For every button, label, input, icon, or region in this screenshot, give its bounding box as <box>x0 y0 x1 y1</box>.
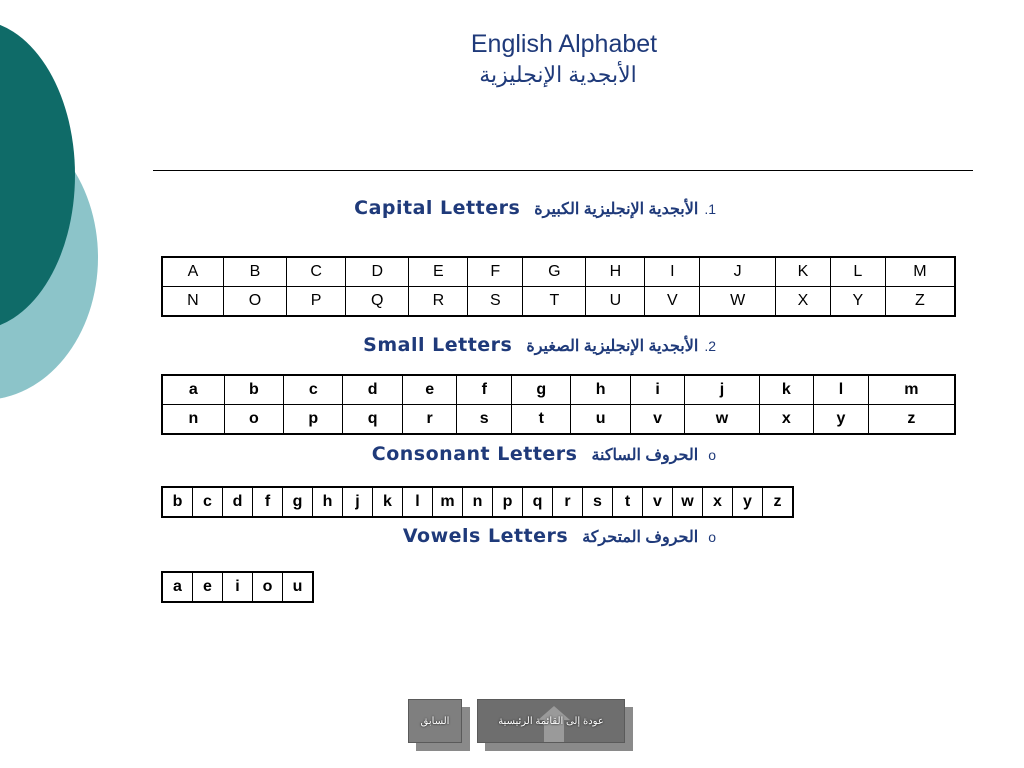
letter-cell: t <box>512 405 571 435</box>
section-label-arabic: الأبجدية الإنجليزية الكبيرة <box>534 201 699 218</box>
letter-cell: l <box>814 375 869 405</box>
letter-cell: e <box>193 572 223 602</box>
letter-cell: q <box>343 405 402 435</box>
table-row <box>162 405 955 435</box>
section-label-arabic: الأبجدية الإنجليزية الصغيرة <box>526 338 699 355</box>
letter-cell: s <box>583 487 613 517</box>
letter-cell: a <box>162 375 224 405</box>
letter-cell: t <box>613 487 643 517</box>
letter-cell: A <box>162 257 223 287</box>
table-row <box>162 257 955 287</box>
letter-cell: D <box>346 257 409 287</box>
letter-cell: I <box>645 257 700 287</box>
letter-cell: f <box>253 487 283 517</box>
letter-cell: k <box>373 487 403 517</box>
letter-cell: w <box>673 487 703 517</box>
letter-cell: j <box>343 487 373 517</box>
letter-cell: Z <box>885 287 955 317</box>
page-title-arabic: الأبجدية الإنجليزية <box>479 62 637 87</box>
letter-cell: J <box>700 257 776 287</box>
section-heading-vowels <box>403 525 716 547</box>
section-heading-small <box>363 334 716 356</box>
letter-cell: d <box>223 487 253 517</box>
letter-cell: R <box>409 287 468 317</box>
letter-cell: y <box>814 405 869 435</box>
letter-cell: z <box>868 405 955 435</box>
letter-cell: d <box>343 375 402 405</box>
letter-cell: l <box>403 487 433 517</box>
main-menu-button-label: عودة إلى القائمة الرئيسية <box>498 715 604 727</box>
letter-cell: e <box>402 375 457 405</box>
letter-cell: x <box>703 487 733 517</box>
table-row <box>162 572 313 602</box>
letter-cell: w <box>685 405 759 435</box>
letter-cell: X <box>776 287 831 317</box>
section-number: .1 <box>704 201 716 217</box>
letter-cell: z <box>763 487 794 517</box>
letter-cell: b <box>162 487 193 517</box>
section-heading-consonant <box>372 443 716 465</box>
letter-cell: o <box>253 572 283 602</box>
main-menu-button[interactable] <box>477 699 633 751</box>
letter-cell: i <box>630 375 685 405</box>
title-divider <box>153 170 973 171</box>
letter-cell: a <box>162 572 193 602</box>
letter-cell: v <box>630 405 685 435</box>
consonant-letters-table <box>161 486 794 518</box>
letter-cell: n <box>162 405 224 435</box>
letter-cell: r <box>553 487 583 517</box>
letter-cell: K <box>776 257 831 287</box>
previous-button-label: السابق <box>420 715 450 727</box>
letter-cell: S <box>468 287 523 317</box>
letter-cell: N <box>162 287 223 317</box>
vowel-letters-table <box>161 571 314 603</box>
letter-cell: Q <box>346 287 409 317</box>
letter-cell: U <box>586 287 645 317</box>
letter-cell: H <box>586 257 645 287</box>
letter-cell: b <box>224 375 283 405</box>
letter-cell: m <box>868 375 955 405</box>
page-title-english: English Alphabet <box>470 30 658 58</box>
letter-cell: j <box>685 375 759 405</box>
letter-cell: q <box>523 487 553 517</box>
letter-cell: G <box>523 257 586 287</box>
previous-button[interactable] <box>408 699 470 751</box>
letter-cell: V <box>645 287 700 317</box>
letter-cell: u <box>283 572 314 602</box>
letter-cell: h <box>313 487 343 517</box>
letter-cell: p <box>284 405 343 435</box>
letter-cell: E <box>409 257 468 287</box>
section-heading-capital <box>354 197 716 219</box>
letter-cell: i <box>223 572 253 602</box>
letter-cell: u <box>571 405 630 435</box>
section-label: Small Letters <box>363 334 513 356</box>
letter-cell: B <box>223 257 286 287</box>
table-row <box>162 375 955 405</box>
letter-cell: g <box>512 375 571 405</box>
section-number: .2 <box>704 338 716 354</box>
section-label: Vowels Letters <box>402 525 569 547</box>
letter-cell: L <box>830 257 885 287</box>
letter-cell: c <box>284 375 343 405</box>
letter-cell: Y <box>830 287 885 317</box>
section-label: Capital Letters <box>354 197 521 219</box>
section-label-arabic: الحروف المتحركة <box>582 529 699 546</box>
letter-cell: r <box>402 405 457 435</box>
letter-cell: o <box>224 405 283 435</box>
letter-cell: T <box>523 287 586 317</box>
section-label: Consonant Letters <box>371 443 578 465</box>
small-letters-table <box>161 374 956 435</box>
bullet-icon: o <box>708 447 716 463</box>
letter-cell: C <box>287 257 346 287</box>
letter-cell: x <box>759 405 814 435</box>
letter-cell: c <box>193 487 223 517</box>
letter-cell: W <box>700 287 776 317</box>
letter-cell: k <box>759 375 814 405</box>
table-row <box>162 487 793 517</box>
letter-cell: h <box>571 375 630 405</box>
letter-cell: P <box>287 287 346 317</box>
letter-cell: v <box>643 487 673 517</box>
letter-cell: M <box>885 257 955 287</box>
table-row <box>162 287 955 317</box>
section-label-arabic: الحروف الساكنة <box>591 447 699 464</box>
letter-cell: O <box>223 287 286 317</box>
letter-cell: m <box>433 487 463 517</box>
letter-cell: n <box>463 487 493 517</box>
letter-cell: f <box>457 375 512 405</box>
capital-letters-table <box>161 256 956 317</box>
bullet-icon: o <box>708 529 716 545</box>
letter-cell: g <box>283 487 313 517</box>
letter-cell: y <box>733 487 763 517</box>
letter-cell: F <box>468 257 523 287</box>
letter-cell: s <box>457 405 512 435</box>
letter-cell: p <box>493 487 523 517</box>
